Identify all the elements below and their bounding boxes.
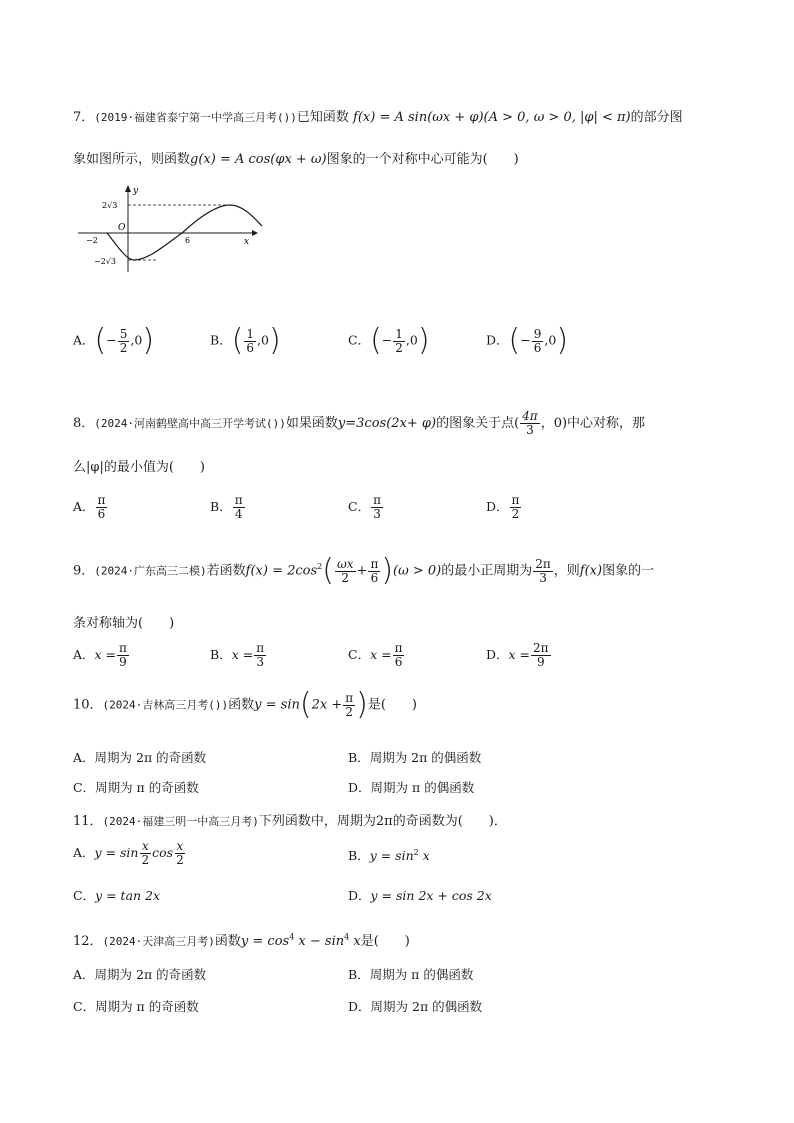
q7-line2-text: 象如图所示，则函数 (73, 152, 191, 167)
option-fraction-1 (139, 840, 151, 867)
option-fraction (244, 328, 256, 355)
option-formula: y = sin (369, 848, 414, 863)
q11-option-d[interactable] (348, 886, 492, 904)
option-letter: A． (73, 967, 95, 982)
paren-left: ( (370, 323, 382, 358)
option-letter: C． (73, 888, 96, 903)
frac-den: 6 (533, 340, 542, 355)
frac-den: 2 (176, 853, 184, 867)
q7-formula-f: f(x) = A sin(ωx + φ)(A > 0, ω > 0, |φ| < π) (353, 110, 631, 125)
frac-num: π (256, 641, 265, 655)
frac-den: 2 (395, 340, 403, 355)
q10-option-a[interactable] (73, 748, 206, 766)
q12-option-c[interactable] (73, 997, 199, 1015)
q9-line1 (73, 553, 655, 588)
q7-line1 (73, 106, 683, 125)
q8-line2: 么|φ|的最小值为( ) (73, 460, 206, 475)
q8-stem2: 的图象关于点( (436, 416, 520, 431)
q8-point-fraction (520, 410, 540, 437)
option-fraction (118, 328, 130, 355)
q10-option-b[interactable] (348, 748, 481, 766)
q10-number: 10． (73, 697, 103, 713)
option-fraction (510, 494, 522, 521)
q8-line1 (73, 410, 645, 437)
frac-den: 3 (526, 423, 534, 437)
option-letter: C． (348, 332, 371, 348)
frac-den: 3 (539, 570, 547, 585)
q12-formula-1: y = cos (240, 934, 290, 949)
option-letter: C． (348, 647, 371, 662)
tick-max-label: 2√3 (102, 201, 118, 210)
option-sign: − (106, 332, 117, 348)
frac-num: π (345, 690, 354, 705)
q9-condition: (ω > 0) (393, 563, 442, 579)
option-pre: x = (370, 647, 392, 662)
q12-number: 12． (73, 934, 103, 949)
frac-den: 3 (256, 655, 264, 669)
option-fraction (96, 494, 108, 521)
option-pre: x = (231, 647, 254, 662)
q9-formula-left: f(x) = 2cos (245, 563, 318, 579)
q7-option-c[interactable] (348, 323, 430, 358)
q9-source: (2024·广东高三二模) (94, 564, 207, 578)
paren-right: ) (356, 687, 368, 722)
frac-num: 2π (535, 556, 551, 571)
q8-source: (2024·河南鹤壁高中高三开学考试()) (94, 417, 286, 430)
q7-option-d[interactable] (486, 323, 569, 358)
q9-period-fraction (533, 558, 553, 585)
q11-number: 11． (73, 814, 103, 829)
option-tail: ,0 (544, 332, 557, 348)
frac-den: 2 (345, 704, 353, 719)
frac-num: 1 (395, 326, 403, 341)
frac-den: 4 (234, 507, 243, 521)
frac-num: 2π (533, 641, 549, 655)
option-letter: B． (348, 967, 370, 982)
paren-right: ) (381, 553, 394, 588)
q7-stem-tail: 的部分图 (630, 110, 683, 125)
q12-formula-3: x (349, 934, 361, 949)
q10-option-c[interactable] (73, 778, 199, 796)
frac-den: 2 (119, 340, 128, 355)
option-letter: A． (73, 750, 95, 765)
tick-6-label: 6 (185, 236, 191, 245)
q12-option-d[interactable] (348, 997, 482, 1015)
q11-option-c[interactable] (73, 886, 160, 904)
q8-stem3: ，0)中心对称，那 (540, 416, 646, 431)
paren-left: ( (94, 323, 107, 358)
frac-num: π (97, 493, 106, 507)
q10-stem2: 是( ) (367, 697, 417, 713)
frac-num: x (176, 839, 184, 853)
frac-den: 6 (370, 570, 379, 585)
q8-option-c[interactable] (348, 494, 384, 521)
option-fraction (531, 642, 551, 669)
q7-source: (2019·福建省泰宁第一中学高三月考()) (94, 111, 297, 124)
paren-left: ( (508, 323, 521, 358)
option-letter: C． (73, 780, 96, 795)
q9-option-b[interactable] (210, 642, 267, 669)
option-letter: B． (348, 848, 370, 863)
option-fraction (371, 494, 383, 521)
option-tail: ,0 (130, 332, 143, 348)
option-formula: y = sin 2x + cos 2x (370, 888, 492, 903)
option-letter: A． (73, 647, 95, 662)
option-letter: A． (73, 845, 95, 860)
option-sign: − (520, 332, 531, 348)
option-letter: D． (486, 332, 509, 348)
q9-option-a[interactable] (73, 642, 130, 669)
option-text: 周期为 2π 的偶函数 (369, 750, 482, 765)
frac-num: π (234, 493, 243, 507)
option-formula: y = tan 2x (95, 888, 161, 903)
q12-option-b[interactable] (348, 965, 473, 983)
option-text: 周期为 2π 的奇函数 (94, 750, 207, 765)
frac-num: 5 (119, 326, 128, 341)
q9-square: 2 (317, 562, 323, 572)
q10-inner: 2x + (311, 697, 343, 713)
q7-graph (74, 182, 264, 277)
frac-den: 9 (119, 655, 127, 669)
frac-num: 1 (246, 326, 255, 341)
q9-stem3: ，则 (553, 563, 580, 579)
frac-num: 9 (533, 326, 542, 341)
option-pre: y = sin (94, 845, 139, 860)
frac-den: 2 (341, 570, 350, 585)
option-tail: ,0 (257, 332, 269, 348)
option-letter: D． (348, 999, 371, 1014)
q8-formula: y=3cos(2x+ φ) (337, 416, 437, 431)
q9-number: 9． (73, 563, 95, 579)
frac-num: π (370, 556, 379, 571)
option-fraction (532, 328, 544, 355)
option-letter: B． (210, 332, 232, 348)
frac-num: π (373, 493, 381, 507)
option-pre: x = (508, 647, 531, 662)
option-fraction (233, 494, 245, 521)
option-fraction (393, 642, 405, 669)
option-letter: A． (73, 499, 95, 514)
q10-fraction (343, 692, 355, 719)
origin-label: O (118, 223, 126, 233)
paren-right: ) (417, 323, 430, 358)
x-label: x (244, 237, 250, 247)
paren-right: ) (556, 323, 569, 358)
q10-stem: 函数 (228, 697, 255, 713)
q10-source: (2024·吉林高三月考()) (102, 698, 229, 712)
option-letter: B． (210, 647, 232, 662)
q8-option-a[interactable] (73, 494, 108, 521)
frac-num: x (141, 839, 149, 853)
frac-den: 9 (536, 655, 545, 669)
q9-fx: f(x) (579, 563, 603, 579)
option-letter: D． (348, 780, 371, 795)
q7-number: 7． (73, 110, 95, 125)
q12-sup-1: 4 (289, 932, 295, 942)
q8-option-d[interactable] (486, 494, 522, 521)
option-letter: B． (210, 499, 232, 514)
option-text: 周期为 π 的奇函数 (95, 780, 199, 795)
paren-left: ( (299, 687, 312, 722)
option-text: 周期为 π 的偶函数 (369, 967, 474, 982)
q9-plus: + (356, 563, 368, 579)
q9-frac1 (335, 558, 356, 585)
frac-den: 6 (394, 655, 403, 669)
option-tail: x (418, 848, 430, 863)
q10-formula: y = sin (254, 697, 300, 713)
frac-den: 6 (246, 340, 255, 355)
option-sign: − (381, 332, 393, 348)
paren-left: ( (231, 323, 244, 358)
option-fraction-2 (174, 840, 186, 867)
option-text: 周期为 π 的奇函数 (95, 999, 199, 1014)
q7-option-b[interactable] (210, 323, 281, 358)
option-fraction (393, 328, 405, 355)
frac-den: 3 (373, 507, 381, 521)
frac-den: 6 (97, 507, 106, 521)
q11-stem: 下列函数中，周期为2π的奇函数为( )． (258, 814, 507, 829)
option-sup: 2 (413, 847, 419, 857)
q12-option-a[interactable] (73, 965, 206, 983)
q9-stem: 若函数 (206, 563, 246, 579)
option-letter: A． (73, 332, 95, 348)
q11-option-a[interactable] (73, 840, 187, 867)
option-letter: C． (73, 999, 96, 1014)
frac-num: π (394, 641, 403, 655)
q7-option-a[interactable] (73, 323, 155, 358)
q9-line2: 条对称轴为( ) (73, 616, 175, 631)
option-text: 周期为 π 的偶函数 (370, 780, 475, 795)
option-fraction (117, 642, 129, 669)
paren-right: ) (268, 323, 281, 358)
q8-number: 8． (73, 416, 95, 431)
q9-frac2 (368, 558, 380, 585)
option-mid: cos (152, 845, 174, 860)
option-text: 周期为 2π 的奇函数 (94, 967, 207, 982)
q11-option-b[interactable] (348, 846, 430, 864)
q7-line2 (73, 148, 519, 167)
q8-stem: 如果函数 (285, 416, 338, 431)
option-letter: C． (348, 499, 371, 514)
frac-den: 2 (141, 853, 150, 867)
frac-num: π (119, 641, 127, 655)
q9-stem2: 的最小正周期为 (441, 563, 533, 579)
option-letter: D． (486, 647, 509, 662)
y-label: y (133, 186, 139, 196)
q9-stem4: 图象的一 (602, 563, 655, 579)
q10-option-d[interactable] (348, 778, 474, 796)
option-letter: D． (486, 499, 509, 514)
frac-num: 4π (522, 409, 538, 423)
frac-num: π (511, 493, 520, 507)
option-letter: B． (348, 750, 370, 765)
paren-right: ) (142, 323, 155, 358)
q10-line1 (73, 687, 417, 722)
q12-stem: 函数 (214, 934, 241, 949)
q8-option-b[interactable] (210, 494, 246, 521)
q9-option-c[interactable] (348, 642, 405, 669)
q7-line2-tail: 图象的一个对称中心可能为( ) (326, 152, 519, 167)
q12-source: (2024·天津高三月考) (102, 935, 215, 948)
paren-left: ( (322, 553, 334, 588)
frac-num: ωx (336, 556, 354, 571)
y-axis-arrow (125, 185, 131, 192)
q12-sup-2: 4 (344, 932, 350, 942)
q11-line1 (73, 810, 507, 829)
q12-stem2: 是( ) (360, 934, 410, 949)
option-text: 周期为 2π 的偶函数 (370, 999, 483, 1014)
q7-formula-g: g(x) = A cos(φx + ω) (190, 152, 327, 167)
q7-stem: 已知函数 (296, 110, 349, 125)
tick-min-label: −2√3 (94, 257, 116, 266)
option-pre: x = (94, 647, 117, 662)
q11-source: (2024·福建三明一中高三月考) (102, 815, 259, 828)
q12-formula-2: x − sin (294, 934, 345, 949)
option-tail: ,0 (405, 332, 418, 348)
q9-option-d[interactable] (486, 642, 552, 669)
option-letter: D． (348, 888, 371, 903)
x-axis-arrow (252, 230, 258, 236)
frac-den: 2 (511, 507, 520, 521)
tick-neg2-label: −2 (86, 236, 98, 245)
option-fraction (254, 642, 266, 669)
q12-line1 (73, 930, 410, 949)
